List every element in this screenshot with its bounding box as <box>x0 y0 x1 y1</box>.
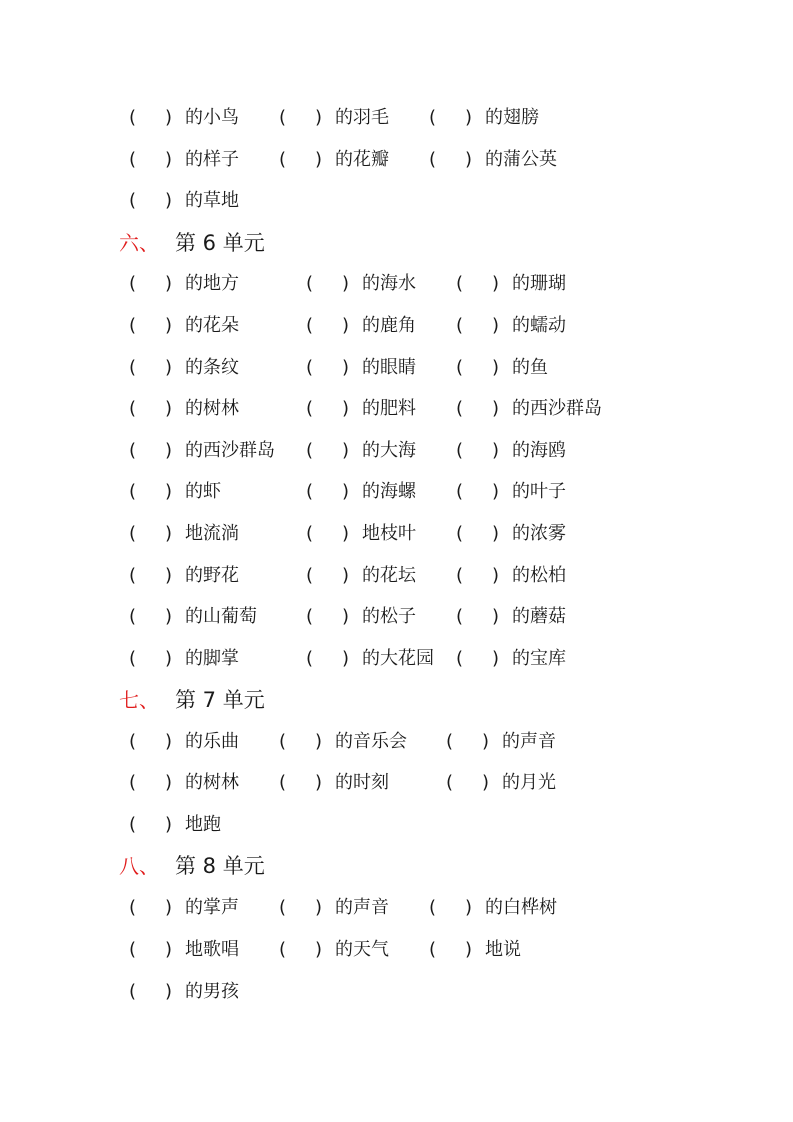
phrase-text: 地歌唱 <box>185 939 239 960</box>
blank-close-paren: ) <box>342 648 350 669</box>
phrase-text: 的蠕动 <box>512 315 566 336</box>
phrase-text: 的海螺 <box>362 481 416 502</box>
exercise-row <box>0 605 793 629</box>
blank-close-paren: ) <box>165 606 173 627</box>
blank-open-paren: ( <box>129 565 137 586</box>
phrase-text: 的脚掌 <box>185 648 239 669</box>
phrase-text: 的树林 <box>185 772 239 793</box>
exercise-row <box>0 522 793 546</box>
blank-open-paren: ( <box>306 273 314 294</box>
exercise-row <box>0 148 793 172</box>
blank-close-paren: ) <box>165 981 173 1002</box>
blank-close-paren: ) <box>165 939 173 960</box>
blank-close-paren: ) <box>165 149 173 170</box>
blank-open-paren: ( <box>306 648 314 669</box>
blank-open-paren: ( <box>306 565 314 586</box>
phrase-text: 的花朵 <box>185 315 239 336</box>
phrase-text: 的宝库 <box>512 648 566 669</box>
blank-close-paren: ) <box>492 440 500 461</box>
blank-close-paren: ) <box>165 565 173 586</box>
blank-close-paren: ) <box>315 149 323 170</box>
section-heading <box>0 229 793 257</box>
phrase-text: 的叶子 <box>512 481 566 502</box>
blank-open-paren: ( <box>129 357 137 378</box>
blank-close-paren: ) <box>492 398 500 419</box>
blank-close-paren: ) <box>342 357 350 378</box>
blank-open-paren: ( <box>306 523 314 544</box>
blank-close-paren: ) <box>492 648 500 669</box>
section-number: 六、 <box>119 231 159 255</box>
blank-close-paren: ) <box>465 939 473 960</box>
phrase-text: 的树林 <box>185 398 239 419</box>
phrase-text: 的花瓣 <box>335 149 389 170</box>
exercise-row <box>0 813 793 837</box>
blank-open-paren: ( <box>446 731 454 752</box>
blank-open-paren: ( <box>306 606 314 627</box>
phrase-text: 的蘑菇 <box>512 606 566 627</box>
exercise-row <box>0 314 793 338</box>
exercise-row <box>0 480 793 504</box>
section-number: 七、 <box>119 688 159 712</box>
blank-open-paren: ( <box>456 565 464 586</box>
exercise-row <box>0 356 793 380</box>
blank-open-paren: ( <box>456 273 464 294</box>
blank-open-paren: ( <box>306 398 314 419</box>
blank-close-paren: ) <box>165 648 173 669</box>
blank-close-paren: ) <box>492 481 500 502</box>
blank-close-paren: ) <box>165 273 173 294</box>
exercise-row <box>0 771 793 795</box>
phrase-text: 的山葡萄 <box>185 606 257 627</box>
blank-close-paren: ) <box>342 440 350 461</box>
exercise-row <box>0 397 793 421</box>
blank-close-paren: ) <box>492 606 500 627</box>
blank-close-paren: ) <box>165 731 173 752</box>
blank-open-paren: ( <box>446 772 454 793</box>
section-title: 第 6 单元 <box>175 231 265 255</box>
phrase-text: 的时刻 <box>335 772 389 793</box>
blank-open-paren: ( <box>129 315 137 336</box>
exercise-row <box>0 564 793 588</box>
blank-open-paren: ( <box>279 897 287 918</box>
blank-open-paren: ( <box>429 149 437 170</box>
blank-open-paren: ( <box>129 814 137 835</box>
phrase-text: 的鹿角 <box>362 315 416 336</box>
blank-open-paren: ( <box>456 606 464 627</box>
blank-open-paren: ( <box>129 149 137 170</box>
phrase-text: 的大海 <box>362 440 416 461</box>
blank-close-paren: ) <box>342 606 350 627</box>
phrase-text: 的翅膀 <box>485 107 539 128</box>
phrase-text: 的音乐会 <box>335 731 407 752</box>
section-heading <box>0 852 793 880</box>
phrase-text: 的鱼 <box>512 357 548 378</box>
blank-close-paren: ) <box>492 357 500 378</box>
blank-close-paren: ) <box>165 897 173 918</box>
blank-close-paren: ) <box>315 939 323 960</box>
blank-open-paren: ( <box>129 772 137 793</box>
blank-open-paren: ( <box>279 731 287 752</box>
blank-open-paren: ( <box>429 897 437 918</box>
blank-close-paren: ) <box>482 772 490 793</box>
section-heading <box>0 686 793 714</box>
phrase-text: 地说 <box>485 939 521 960</box>
phrase-text: 的条纹 <box>185 357 239 378</box>
blank-close-paren: ) <box>315 107 323 128</box>
phrase-text: 地跑 <box>185 814 221 835</box>
blank-open-paren: ( <box>129 273 137 294</box>
blank-close-paren: ) <box>342 315 350 336</box>
phrase-text: 的眼睛 <box>362 357 416 378</box>
phrase-text: 的大花园 <box>362 648 434 669</box>
blank-close-paren: ) <box>165 107 173 128</box>
blank-close-paren: ) <box>342 273 350 294</box>
blank-close-paren: ) <box>165 814 173 835</box>
blank-close-paren: ) <box>492 565 500 586</box>
phrase-text: 的天气 <box>335 939 389 960</box>
blank-close-paren: ) <box>465 149 473 170</box>
blank-open-paren: ( <box>279 107 287 128</box>
phrase-text: 的样子 <box>185 149 239 170</box>
phrase-text: 的声音 <box>502 731 556 752</box>
phrase-text: 的虾 <box>185 481 221 502</box>
blank-open-paren: ( <box>456 357 464 378</box>
blank-close-paren: ) <box>342 565 350 586</box>
blank-open-paren: ( <box>129 897 137 918</box>
section-number: 八、 <box>119 854 159 878</box>
phrase-text: 的小鸟 <box>185 107 239 128</box>
blank-open-paren: ( <box>456 523 464 544</box>
blank-open-paren: ( <box>306 440 314 461</box>
blank-close-paren: ) <box>165 190 173 211</box>
blank-open-paren: ( <box>306 315 314 336</box>
phrase-text: 的地方 <box>185 273 239 294</box>
phrase-text: 的松子 <box>362 606 416 627</box>
exercise-row <box>0 647 793 671</box>
blank-close-paren: ) <box>342 398 350 419</box>
exercise-row <box>0 272 793 296</box>
exercise-row <box>0 439 793 463</box>
blank-close-paren: ) <box>165 523 173 544</box>
blank-open-paren: ( <box>429 939 437 960</box>
exercise-row <box>0 980 793 1004</box>
blank-open-paren: ( <box>129 648 137 669</box>
blank-open-paren: ( <box>279 939 287 960</box>
blank-open-paren: ( <box>129 606 137 627</box>
blank-open-paren: ( <box>306 357 314 378</box>
phrase-text: 的野花 <box>185 565 239 586</box>
phrase-text: 的男孩 <box>185 981 239 1002</box>
exercise-row <box>0 896 793 920</box>
phrase-text: 的珊瑚 <box>512 273 566 294</box>
blank-close-paren: ) <box>342 481 350 502</box>
blank-close-paren: ) <box>315 731 323 752</box>
blank-open-paren: ( <box>129 440 137 461</box>
phrase-text: 的花坛 <box>362 565 416 586</box>
blank-close-paren: ) <box>342 523 350 544</box>
blank-open-paren: ( <box>129 731 137 752</box>
blank-close-paren: ) <box>165 772 173 793</box>
phrase-text: 地流淌 <box>185 523 239 544</box>
blank-close-paren: ) <box>492 315 500 336</box>
blank-close-paren: ) <box>165 398 173 419</box>
blank-open-paren: ( <box>429 107 437 128</box>
blank-open-paren: ( <box>129 190 137 211</box>
phrase-text: 的乐曲 <box>185 731 239 752</box>
exercise-row <box>0 189 793 213</box>
exercise-row <box>0 730 793 754</box>
blank-close-paren: ) <box>315 772 323 793</box>
phrase-text: 的海水 <box>362 273 416 294</box>
phrase-text: 的西沙群岛 <box>512 398 602 419</box>
exercise-row <box>0 106 793 130</box>
phrase-text: 的羽毛 <box>335 107 389 128</box>
blank-close-paren: ) <box>492 523 500 544</box>
blank-open-paren: ( <box>456 648 464 669</box>
section-title: 第 7 单元 <box>175 688 265 712</box>
blank-close-paren: ) <box>492 273 500 294</box>
blank-open-paren: ( <box>456 440 464 461</box>
phrase-text: 的声音 <box>335 897 389 918</box>
phrase-text: 的草地 <box>185 190 239 211</box>
phrase-text: 的西沙群岛 <box>185 440 275 461</box>
blank-open-paren: ( <box>129 481 137 502</box>
blank-open-paren: ( <box>129 981 137 1002</box>
phrase-text: 的肥料 <box>362 398 416 419</box>
blank-open-paren: ( <box>129 939 137 960</box>
phrase-text: 的月光 <box>502 772 556 793</box>
blank-open-paren: ( <box>129 523 137 544</box>
blank-open-paren: ( <box>456 398 464 419</box>
blank-close-paren: ) <box>165 481 173 502</box>
blank-close-paren: ) <box>465 897 473 918</box>
phrase-text: 的白桦树 <box>485 897 557 918</box>
phrase-text: 的浓雾 <box>512 523 566 544</box>
blank-open-paren: ( <box>279 149 287 170</box>
exercise-row <box>0 938 793 962</box>
blank-close-paren: ) <box>165 357 173 378</box>
phrase-text: 的蒲公英 <box>485 149 557 170</box>
phrase-text: 地枝叶 <box>362 523 416 544</box>
blank-open-paren: ( <box>456 315 464 336</box>
phrase-text: 的松柏 <box>512 565 566 586</box>
phrase-text: 的海鸥 <box>512 440 566 461</box>
section-title: 第 8 单元 <box>175 854 265 878</box>
blank-open-paren: ( <box>306 481 314 502</box>
blank-close-paren: ) <box>465 107 473 128</box>
phrase-text: 的掌声 <box>185 897 239 918</box>
blank-open-paren: ( <box>456 481 464 502</box>
blank-open-paren: ( <box>129 107 137 128</box>
blank-close-paren: ) <box>482 731 490 752</box>
blank-close-paren: ) <box>315 897 323 918</box>
blank-close-paren: ) <box>165 315 173 336</box>
blank-open-paren: ( <box>279 772 287 793</box>
blank-close-paren: ) <box>165 440 173 461</box>
blank-open-paren: ( <box>129 398 137 419</box>
